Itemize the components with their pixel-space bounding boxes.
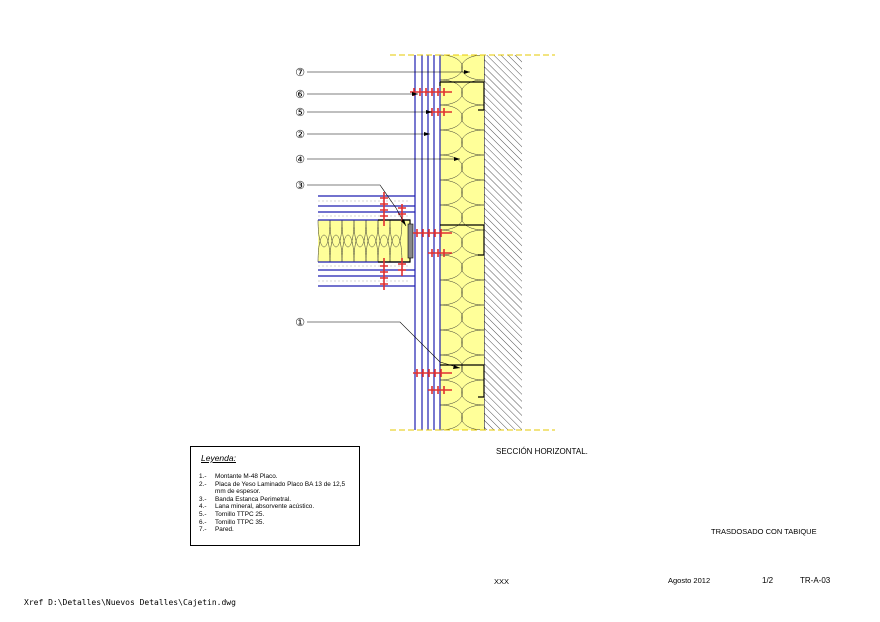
legend-box (190, 446, 360, 546)
legend-item (199, 526, 351, 534)
callout-4: ④ (295, 153, 305, 166)
legend-text: Tornillo TTPC 25. (215, 510, 265, 518)
legend-text: Pared. (215, 526, 234, 534)
legend-text: Tornillo TTPC 35. (215, 518, 265, 526)
legend-num: 5.- (199, 510, 207, 518)
section-title: SECCIÓN HORIZONTAL. (496, 447, 588, 456)
legend-title: Leyenda: (201, 453, 236, 463)
legend-num: 7.- (199, 526, 207, 534)
callout-5: ⑤ (295, 106, 305, 119)
legend-num: 2.- (199, 480, 207, 488)
legend-text: Placa de Yeso Laminado Placo BA 13 de 12,5 mm de espesor. (215, 480, 346, 496)
legend-num: 1.- (199, 473, 207, 480)
sealing-band (408, 224, 413, 258)
legend-text: Montante M-48 Placo. (215, 473, 278, 480)
scale-label: XXX (494, 577, 510, 586)
legend-item (199, 511, 351, 519)
xref-path: Xref D:\Detalles\Nuevos Detalles\Cajetin.dwg (24, 598, 236, 607)
legend-item (199, 519, 351, 527)
legend-item (199, 496, 351, 504)
drawing-code: TR-A-03 (800, 576, 831, 585)
callout-3: ③ (295, 179, 305, 192)
legend-item (199, 473, 351, 481)
legend-items (199, 473, 351, 534)
legend-num: 3.- (199, 495, 207, 503)
wall-hatch (484, 55, 522, 430)
detail-name: TRASDOSADO CON TABIQUE (711, 527, 817, 536)
legend-num: 6.- (199, 518, 207, 526)
legend-num: 4.- (199, 503, 207, 511)
sheet-number: 1/2 (762, 576, 774, 585)
legend-item (199, 503, 351, 511)
callout-2: ② (295, 128, 305, 141)
callout-7: ⑦ (295, 66, 305, 79)
legend-text: Lana mineral, absorvente acústico. (215, 503, 315, 511)
date-label: Agosto 2012 (668, 576, 711, 585)
legend-text: Banda Estanca Perimetral. (215, 495, 292, 503)
callout-6: ⑥ (295, 88, 305, 101)
legend-item (199, 481, 351, 496)
callout-1: ① (295, 316, 305, 329)
